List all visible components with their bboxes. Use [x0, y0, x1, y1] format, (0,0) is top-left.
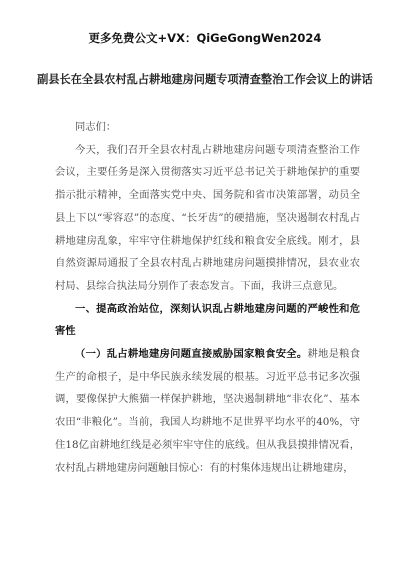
document-body: [55, 116, 360, 479]
subsection-body: 耕地是粮食生产的命根子，是中华民族永续发展的根基。习近平总书记多次强调，要像保护大熊猫一样保护耕地，坚决遏制耕地“非农化”、基本农田“非粮化”。当前，我国人均耕地不足世界平均水平的40%，守住18亿亩耕地红线是必须牢牢守住的底线。但从我县摸排情况看，农村乱占耕地建房问题触目惊心：有的村集体违规出让耕地建房，: [55, 348, 361, 474]
watermark-header: 更多免费公文+VX：QiGeGongWen2024: [88, 31, 322, 45]
subsection-paragraph: [55, 343, 360, 479]
paragraph: 今天，我们召开全县农村乱占耕地建房问题专项清查整治工作会议，主要任务是深入贯彻落实习近平总书记关于耕地保护的重要指示批示精神，全面落实党中央、国务院和省市决策部署，动员全县上下以“零容忍”的态度、“长牙齿”的硬措施，坚决遏制农村乱占耕地建房乱象，牢牢守住耕地保护红线和粮食安全底线。刚才，县自然资源局通报了全县农村乱占耕地建房问题摸排情况，县农业农村局、县综合执法局分别作了表态发言。下面，我讲三点意见。: [55, 143, 360, 292]
document-title: 副县长在全县农村乱占耕地建房问题专项清查整治工作会议上的讲话: [37, 73, 373, 86]
section-heading: 一、提高政治站位，深刻认识乱占耕地建房问题的严峻性和危害性: [55, 302, 360, 338]
salutation: 同志们：: [75, 121, 117, 133]
subsection-heading: （一）乱占耕地建房问题直接威胁国家粮食安全。: [75, 348, 308, 361]
